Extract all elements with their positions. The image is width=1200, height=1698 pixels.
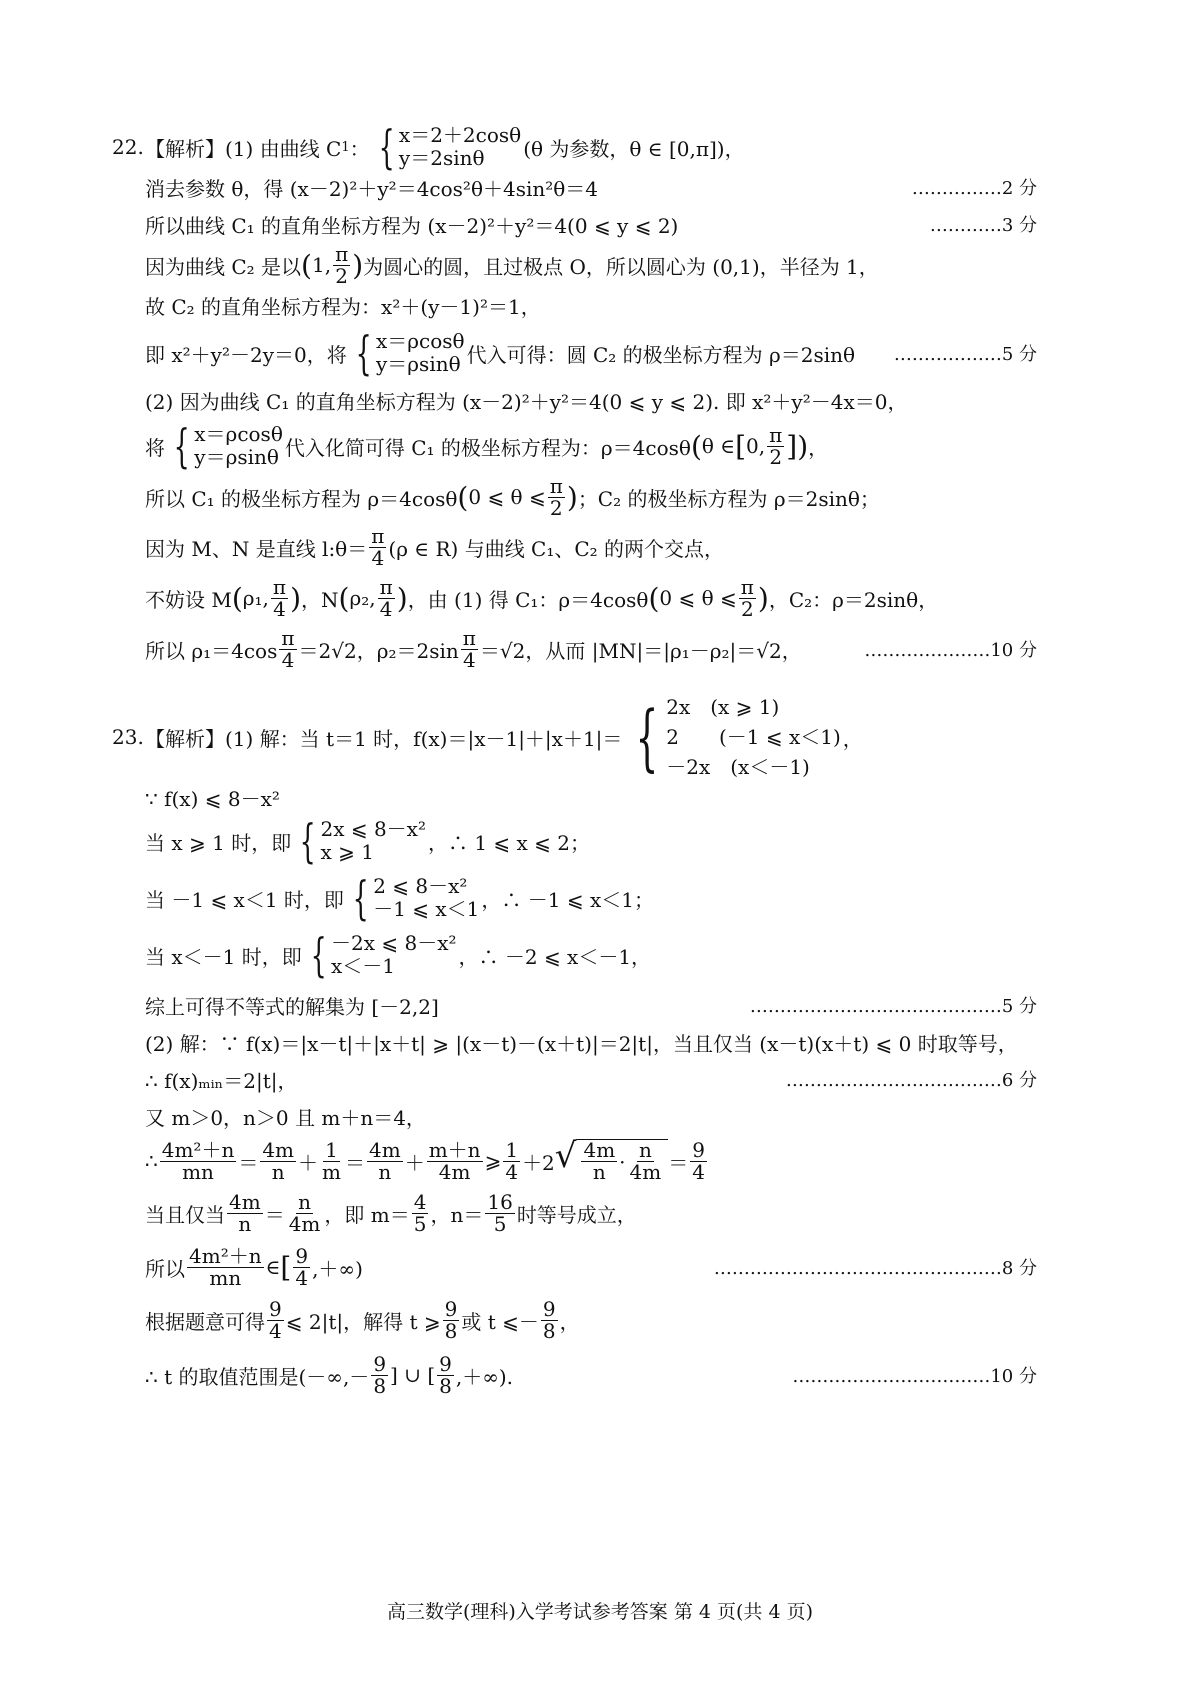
frac-num: n bbox=[298, 1189, 311, 1214]
q23-l14-c: ] ∪ [ bbox=[390, 1363, 436, 1387]
frac-num: 1 bbox=[325, 1137, 338, 1162]
paren-open: ( bbox=[231, 581, 243, 615]
frac-num: n bbox=[638, 1138, 652, 1162]
q23-line-5-body bbox=[145, 928, 652, 982]
q22-l4-one: 1, bbox=[311, 253, 332, 277]
q22-line-11-body bbox=[145, 574, 939, 621]
q23-line-10-body bbox=[145, 1136, 709, 1184]
frac-num: 4m bbox=[262, 1137, 295, 1162]
frac-den: n bbox=[238, 1211, 252, 1236]
system-lines bbox=[320, 818, 426, 864]
q22-tag: 【解析】 bbox=[145, 136, 225, 161]
system-line-2: x＜－1 bbox=[331, 954, 396, 978]
q23-l5-b: ，∴ －2 ⩽ x＜－1， bbox=[458, 944, 652, 969]
q23-line-2 bbox=[0, 782, 1200, 812]
q22-l12-b: ＝2√2，ρ₂＝2sin bbox=[298, 638, 459, 663]
frac-9-over-8 bbox=[437, 1351, 454, 1398]
system-line-1: x＝ρcosθ bbox=[376, 329, 465, 353]
q22-l11-d: ，C₂：ρ＝2sinθ， bbox=[768, 587, 939, 612]
q22-l6-a: 即 x²＋y²－2y＝0，将 bbox=[145, 342, 347, 367]
system-lines bbox=[194, 423, 283, 469]
fraction-pi-4 bbox=[378, 574, 395, 621]
rho-1: ρ₁, bbox=[242, 586, 269, 610]
q23-l2: ∵ f(x) ⩽ 8－x² bbox=[145, 786, 280, 811]
system-line-1: 2 ⩽ 8－x² bbox=[373, 874, 468, 898]
frac-9-over-8 bbox=[541, 1296, 558, 1343]
paren-close: ) bbox=[290, 581, 302, 615]
frac-mn-over-4m bbox=[427, 1137, 483, 1184]
comma: ， bbox=[808, 435, 829, 460]
brace: { bbox=[635, 695, 659, 779]
frac-den: 8 bbox=[439, 1373, 452, 1398]
frac-9-over-8 bbox=[443, 1296, 460, 1343]
q23-line-12 bbox=[0, 1244, 1200, 1290]
q22-line-9-body bbox=[145, 473, 880, 520]
bracket-close: ] bbox=[786, 429, 798, 463]
paren-close: ) bbox=[566, 480, 578, 514]
q23-l5-system bbox=[304, 928, 457, 982]
piecewise-lines bbox=[666, 692, 841, 782]
q22-line-10-body bbox=[145, 523, 725, 570]
frac-num: 4m²＋n bbox=[161, 1137, 235, 1162]
q22-param-x: x＝2＋2cosθ bbox=[398, 123, 522, 147]
brace: { bbox=[310, 928, 327, 982]
paren-open: ( bbox=[301, 248, 312, 282]
zero: 0, bbox=[746, 434, 766, 458]
frac-num: 4 bbox=[413, 1189, 427, 1214]
q23-l11-a: 当且仅当 bbox=[145, 1202, 225, 1227]
q23-l4-b: ，∴ －1 ⩽ x＜1； bbox=[481, 887, 654, 912]
q22-l2-score: ……………2 分 bbox=[911, 178, 1037, 199]
q22-l8-system bbox=[167, 419, 283, 473]
q23-l13-d: ， bbox=[559, 1309, 580, 1334]
frac-num: 4m bbox=[229, 1189, 261, 1214]
frac-num: 4m bbox=[583, 1138, 616, 1162]
paren-close: ) bbox=[352, 248, 364, 282]
q23-piecewise bbox=[624, 692, 840, 782]
q22-l10-b: (ρ ∈ R) 与曲线 C₁、C₂ 的两个交点， bbox=[388, 536, 725, 561]
q23-line-11-body bbox=[145, 1189, 637, 1236]
fraction-pi-4 bbox=[271, 574, 288, 621]
op: ＝ bbox=[668, 1150, 689, 1175]
brace: { bbox=[352, 871, 369, 925]
q23-l12-c: ,＋∞) bbox=[312, 1256, 363, 1281]
frac-num: 9 bbox=[269, 1296, 282, 1321]
q22-l3: 所以曲线 C₁ 的直角坐标方程为 (x－2)²＋y²＝4(0 ⩽ y ⩽ 2) bbox=[145, 213, 679, 238]
bracket-open: [ bbox=[735, 429, 747, 463]
frac-num: 9 bbox=[542, 1296, 556, 1321]
q22-l11-a: 不妨设 M bbox=[145, 587, 232, 612]
q23-l6-score: ……………………………………5 分 bbox=[749, 996, 1037, 1017]
q22-l11-c: ，由 (1) 得 C₁：ρ＝4cosθ bbox=[407, 587, 649, 612]
q23-tag: 【解析】 bbox=[145, 726, 225, 751]
frac-den: n bbox=[378, 1159, 392, 1184]
frac-den: 4m bbox=[438, 1159, 471, 1184]
paren-close: ) bbox=[757, 581, 769, 615]
q22-l12-a: 所以 ρ₁＝4cos bbox=[145, 638, 278, 663]
q23-line-12-body bbox=[145, 1243, 363, 1290]
q23-l4-a: 当 －1 ⩽ x＜1 时，即 bbox=[145, 887, 344, 912]
q22-l8-a: 将 bbox=[145, 435, 165, 460]
q23-line-11 bbox=[0, 1190, 1200, 1236]
q22-l6-b: 代入可得：圆 C₂ 的极坐标方程为 ρ＝2sinθ bbox=[466, 342, 856, 367]
zero-le-theta: 0 ⩽ θ ⩽ bbox=[468, 485, 546, 509]
frac-num: π bbox=[335, 241, 349, 266]
frac-den: 5 bbox=[493, 1211, 507, 1236]
q23-l13-b: ⩽ 2|t|，解得 t ⩾ bbox=[285, 1309, 441, 1334]
rho-2: ρ₂, bbox=[349, 586, 376, 610]
q23-line-14-body bbox=[145, 1351, 514, 1398]
frac-den: 4 bbox=[692, 1159, 705, 1184]
system-line-2: y＝ρsinθ bbox=[376, 352, 461, 376]
q23-l5-a: 当 x＜－1 时，即 bbox=[145, 944, 302, 969]
op: ＋ bbox=[404, 1150, 425, 1175]
fraction-pi-4 bbox=[461, 625, 478, 672]
system-lines bbox=[331, 932, 457, 978]
q23-line-13 bbox=[0, 1297, 1200, 1343]
q22-line-6-body bbox=[145, 326, 856, 380]
q23-l9: 又 m＞0，n＞0 且 m＋n＝4， bbox=[145, 1105, 426, 1130]
frac-den: m bbox=[322, 1159, 341, 1184]
frac-n-over-4m bbox=[287, 1189, 323, 1236]
q23-l3-b: ，∴ 1 ⩽ x ⩽ 2； bbox=[427, 830, 591, 855]
frac-num: 4m bbox=[369, 1137, 401, 1162]
q23-l8-score: ………………………………6 分 bbox=[785, 1070, 1037, 1091]
frac-den: 8 bbox=[373, 1373, 387, 1398]
q22-l6-score: ………………5 分 bbox=[893, 344, 1037, 365]
q22-l5: 故 C₂ 的直角坐标方程为：x²＋(y－1)²＝1， bbox=[145, 294, 541, 319]
q23-line-9 bbox=[0, 1101, 1200, 1131]
frac-4m2n-over-mn bbox=[187, 1243, 264, 1290]
paren-open: ( bbox=[457, 480, 469, 514]
frac-num: 9 bbox=[444, 1296, 458, 1321]
paren-open: ( bbox=[648, 581, 660, 615]
frac-num: π bbox=[769, 422, 783, 447]
fraction-pi-2 bbox=[767, 422, 784, 469]
frac-num: 16 bbox=[487, 1189, 513, 1214]
frac-den: 5 bbox=[413, 1211, 427, 1236]
q22-line-12-body bbox=[145, 625, 802, 672]
q22-param-system bbox=[372, 120, 522, 174]
q22-l4-b: 为圆心的圆，且过极点 O，所以圆心为 (0,1)，半径为 1， bbox=[363, 254, 879, 279]
frac-4m-over-n bbox=[260, 1137, 296, 1184]
therefore: ∴ bbox=[145, 1149, 158, 1173]
sqrt-sign: √ bbox=[554, 1136, 577, 1176]
frac-den: 4 bbox=[379, 596, 393, 621]
q23-p1-end: ， bbox=[842, 726, 863, 751]
brace: { bbox=[355, 326, 372, 380]
frac-1-over-m bbox=[320, 1137, 343, 1184]
q22-l7: (2) 因为曲线 C₁ 的直角坐标方程为 (x－2)²＋y²＝4(0 ⩽ y ⩽ 2). 即 x²＋y²－4x＝0， bbox=[145, 389, 908, 414]
frac-den: n bbox=[271, 1159, 285, 1184]
q23-l14-b: (－∞,－ bbox=[298, 1364, 370, 1389]
q22-p1-a: (1) 由曲线 C bbox=[225, 136, 342, 161]
paren-close: ) bbox=[797, 429, 809, 463]
op: ＝ bbox=[345, 1150, 365, 1175]
system-lines bbox=[376, 330, 465, 376]
q23-number: 23. bbox=[112, 725, 144, 749]
fraction-pi-2 bbox=[333, 241, 350, 288]
q23-l6: 综上可得不等式的解集为 [－2,2] bbox=[145, 994, 439, 1019]
fraction-pi-2 bbox=[739, 574, 756, 621]
frac-den: 4 bbox=[505, 1159, 519, 1184]
system-line-2: x ⩾ 1 bbox=[320, 840, 374, 864]
system-line-2: y＝ρsinθ bbox=[194, 445, 279, 469]
q23-line-3-body bbox=[145, 814, 591, 868]
op: ⩾ bbox=[484, 1149, 502, 1173]
piece-2: 2 (－1 ⩽ x＜1) bbox=[666, 725, 841, 749]
q23-line-8 bbox=[0, 1064, 1200, 1094]
sqrt bbox=[554, 1136, 668, 1184]
q23-line-5 bbox=[0, 930, 1200, 980]
q23-line-4 bbox=[0, 873, 1200, 923]
frac-4m2n-over-mn bbox=[160, 1137, 237, 1184]
frac-den: 8 bbox=[542, 1318, 556, 1343]
q23-line-13-body bbox=[145, 1296, 580, 1343]
q23-l11-b: ，即 m＝ bbox=[324, 1202, 410, 1227]
op: ＝ bbox=[264, 1202, 285, 1227]
frac-den: 4 bbox=[371, 545, 385, 570]
fraction-pi-2 bbox=[548, 473, 565, 520]
q23-l8: ∴ f(x)ₘᵢₙ＝2|t|， bbox=[145, 1068, 298, 1093]
frac-9-over-8 bbox=[371, 1351, 388, 1398]
frac-den: mn bbox=[182, 1159, 214, 1184]
q23-l13-a: 根据题意可得 bbox=[145, 1309, 265, 1334]
q22-line-5 bbox=[0, 290, 1200, 320]
q22-line-8-body bbox=[145, 419, 829, 473]
frac-den: 4 bbox=[462, 647, 476, 672]
system-line-1: 2x ⩽ 8－x² bbox=[320, 817, 426, 841]
frac-9-over-4 bbox=[690, 1137, 707, 1184]
q22-l11-b: ，N bbox=[301, 587, 339, 612]
q22-l3-score: …………3 分 bbox=[929, 215, 1037, 236]
piece-3: －2x (x＜－1) bbox=[666, 755, 810, 779]
q23-line-10 bbox=[0, 1136, 1200, 1186]
fraction-pi-4 bbox=[279, 625, 296, 672]
q22-param-lines bbox=[399, 124, 521, 170]
q23-l14-d: ,＋∞). bbox=[455, 1364, 514, 1389]
q22-line-4 bbox=[0, 242, 1200, 288]
frac-num: m＋n bbox=[428, 1137, 481, 1162]
frac-1-over-4 bbox=[503, 1137, 520, 1184]
op: ＋2 bbox=[522, 1150, 555, 1175]
q23-p1-a: (1) 解：当 t＝1 时，f(x)＝|x－1|＋|x＋1|＝ bbox=[225, 726, 623, 751]
frac-num: π bbox=[740, 574, 754, 599]
frac-num: 1 bbox=[505, 1137, 519, 1162]
q22-number: 22. bbox=[112, 135, 144, 159]
q23-l12-a: 所以 bbox=[145, 1256, 185, 1281]
frac-n-over-4m bbox=[628, 1140, 664, 1183]
op: ＋ bbox=[298, 1150, 319, 1175]
element-of: ∈ bbox=[265, 1255, 281, 1279]
q23-line-14 bbox=[0, 1352, 1200, 1398]
q23-line-3 bbox=[0, 816, 1200, 866]
q23-l7: (2) 解：∵ f(x)＝|x－t|＋|x＋t| ⩾ |(x－t)－(x＋t)|＝2|t|，当且仅当 (x－t)(x＋t) ⩽ 0 时取等号， bbox=[145, 1031, 1018, 1056]
system-line-1: x＝ρcosθ bbox=[194, 422, 283, 446]
frac-den: 4 bbox=[269, 1318, 282, 1343]
frac-4m-over-n bbox=[367, 1137, 403, 1184]
q23-l3-a: 当 x ⩾ 1 时，即 bbox=[145, 830, 292, 855]
frac-num: 4m²＋n bbox=[189, 1243, 262, 1268]
frac-9-over-4 bbox=[267, 1296, 284, 1343]
paren-close: ) bbox=[396, 581, 408, 615]
brace: { bbox=[173, 419, 190, 473]
q22-line-9 bbox=[0, 474, 1200, 520]
frac-4m-over-n bbox=[227, 1189, 263, 1236]
q22-l12-c: ＝√2，从而 |MN|＝|ρ₁－ρ₂|＝√2， bbox=[479, 638, 802, 663]
q22-line-6 bbox=[0, 328, 1200, 378]
q22-line-12 bbox=[0, 626, 1200, 672]
q22-p1-b: ： bbox=[349, 136, 370, 161]
q22-l4-a: 因为曲线 C₂ 是以 bbox=[145, 254, 302, 279]
system-line-2: －1 ⩽ x＜1 bbox=[373, 897, 480, 921]
q23-l11-d: 时等号成立， bbox=[516, 1202, 637, 1227]
frac-16-over-5 bbox=[485, 1189, 514, 1236]
frac-num: π bbox=[272, 574, 287, 599]
frac-den: 2 bbox=[740, 596, 754, 621]
q22-l2: 消去参数 θ，得 (x－2)²＋y²＝4cos²θ＋4sin²θ＝4 bbox=[145, 176, 599, 201]
q23-line-1-body bbox=[145, 692, 863, 782]
q23-line-7 bbox=[0, 1027, 1200, 1057]
frac-den: n bbox=[592, 1160, 606, 1184]
radicand bbox=[576, 1139, 668, 1183]
frac-num: π bbox=[379, 574, 393, 599]
q22-l9-a: 所以 C₁ 的极坐标方程为 ρ＝4cosθ bbox=[145, 486, 458, 511]
frac-den: 4 bbox=[273, 596, 286, 621]
q22-line-8 bbox=[0, 420, 1200, 472]
q22-l9-b: ；C₂ 的极坐标方程为 ρ＝2sinθ； bbox=[577, 486, 880, 511]
frac-9-over-4 bbox=[293, 1243, 310, 1290]
q22-line-3 bbox=[0, 209, 1200, 239]
q22-line-1-body bbox=[145, 120, 745, 174]
q23-l3-system bbox=[293, 814, 426, 868]
paren-open: ( bbox=[690, 429, 702, 463]
q23-l13-c: 或 t ⩽－ bbox=[461, 1309, 539, 1334]
q23-l11-c: ，n＝ bbox=[430, 1202, 484, 1227]
frac-den: 4m bbox=[629, 1160, 662, 1184]
q22-param-y: y＝2sinθ bbox=[398, 146, 485, 170]
zero-le-theta: 0 ⩽ θ ⩽ bbox=[659, 586, 737, 610]
frac-num: 9 bbox=[692, 1137, 705, 1162]
q23-l14-a: ∴ t 的取值范围是 bbox=[145, 1364, 299, 1389]
op: ＝ bbox=[238, 1150, 259, 1175]
frac-den: 2 bbox=[549, 495, 563, 520]
theta-in: θ ∈ bbox=[701, 434, 736, 458]
bracket-open: [ bbox=[280, 1250, 292, 1284]
frac-den: 4 bbox=[281, 647, 295, 672]
frac-4m-over-n bbox=[581, 1140, 617, 1183]
frac-den: 8 bbox=[444, 1318, 458, 1343]
q22-l6-system bbox=[349, 326, 465, 380]
frac-4-over-5 bbox=[412, 1189, 429, 1236]
q23-l4-system bbox=[346, 871, 480, 925]
frac-num: π bbox=[549, 473, 563, 498]
frac-den: mn bbox=[209, 1265, 242, 1290]
system-line-1: －2x ⩽ 8－x² bbox=[331, 931, 457, 955]
frac-den: 2 bbox=[769, 444, 783, 469]
piece-1: 2x (x ⩾ 1) bbox=[666, 695, 780, 719]
q22-brace: { bbox=[378, 120, 395, 174]
q23-l14-score: ……………………………10 分 bbox=[792, 1366, 1037, 1387]
frac-num: π bbox=[371, 523, 385, 548]
q22-l12-score: …………………10 分 bbox=[864, 640, 1037, 661]
frac-den: 4 bbox=[295, 1265, 309, 1290]
q23-line-1 bbox=[0, 697, 1200, 777]
frac-num: 9 bbox=[439, 1351, 452, 1376]
op: · bbox=[619, 1149, 626, 1174]
q23-l12-score: …………………………………………8 分 bbox=[713, 1258, 1037, 1279]
paren-open: ( bbox=[338, 581, 350, 615]
frac-num: 9 bbox=[373, 1351, 387, 1376]
frac-den: 2 bbox=[335, 263, 349, 288]
q22-line-11 bbox=[0, 575, 1200, 621]
q22-line-2 bbox=[0, 172, 1200, 202]
q23-line-6 bbox=[0, 990, 1200, 1020]
fraction-pi-4 bbox=[369, 523, 386, 570]
q22-line-7 bbox=[0, 385, 1200, 415]
q22-line-10 bbox=[0, 524, 1200, 570]
q23-line-4-body bbox=[145, 871, 654, 925]
q22-p1-c: (θ 为参数，θ ∈ [0,π])， bbox=[523, 136, 745, 161]
frac-num: π bbox=[281, 625, 295, 650]
frac-den: 4m bbox=[288, 1211, 321, 1236]
page-footer: 高三数学(理科)入学考试参考答案 第 4 页(共 4 页) bbox=[386, 1601, 814, 1623]
frac-num: π bbox=[462, 625, 476, 650]
q22-l10-a: 因为 M、N 是直线 l:θ＝ bbox=[145, 536, 368, 561]
q22-line-4-body bbox=[145, 241, 879, 288]
q22-sub-1: 1 bbox=[341, 139, 350, 155]
q22-line-1 bbox=[0, 122, 1200, 172]
brace: { bbox=[299, 814, 316, 868]
frac-num: 9 bbox=[295, 1243, 309, 1268]
system-lines bbox=[373, 875, 479, 921]
q22-l8-b: 代入化简可得 C₁ 的极坐标方程为：ρ＝4cosθ bbox=[284, 435, 691, 460]
